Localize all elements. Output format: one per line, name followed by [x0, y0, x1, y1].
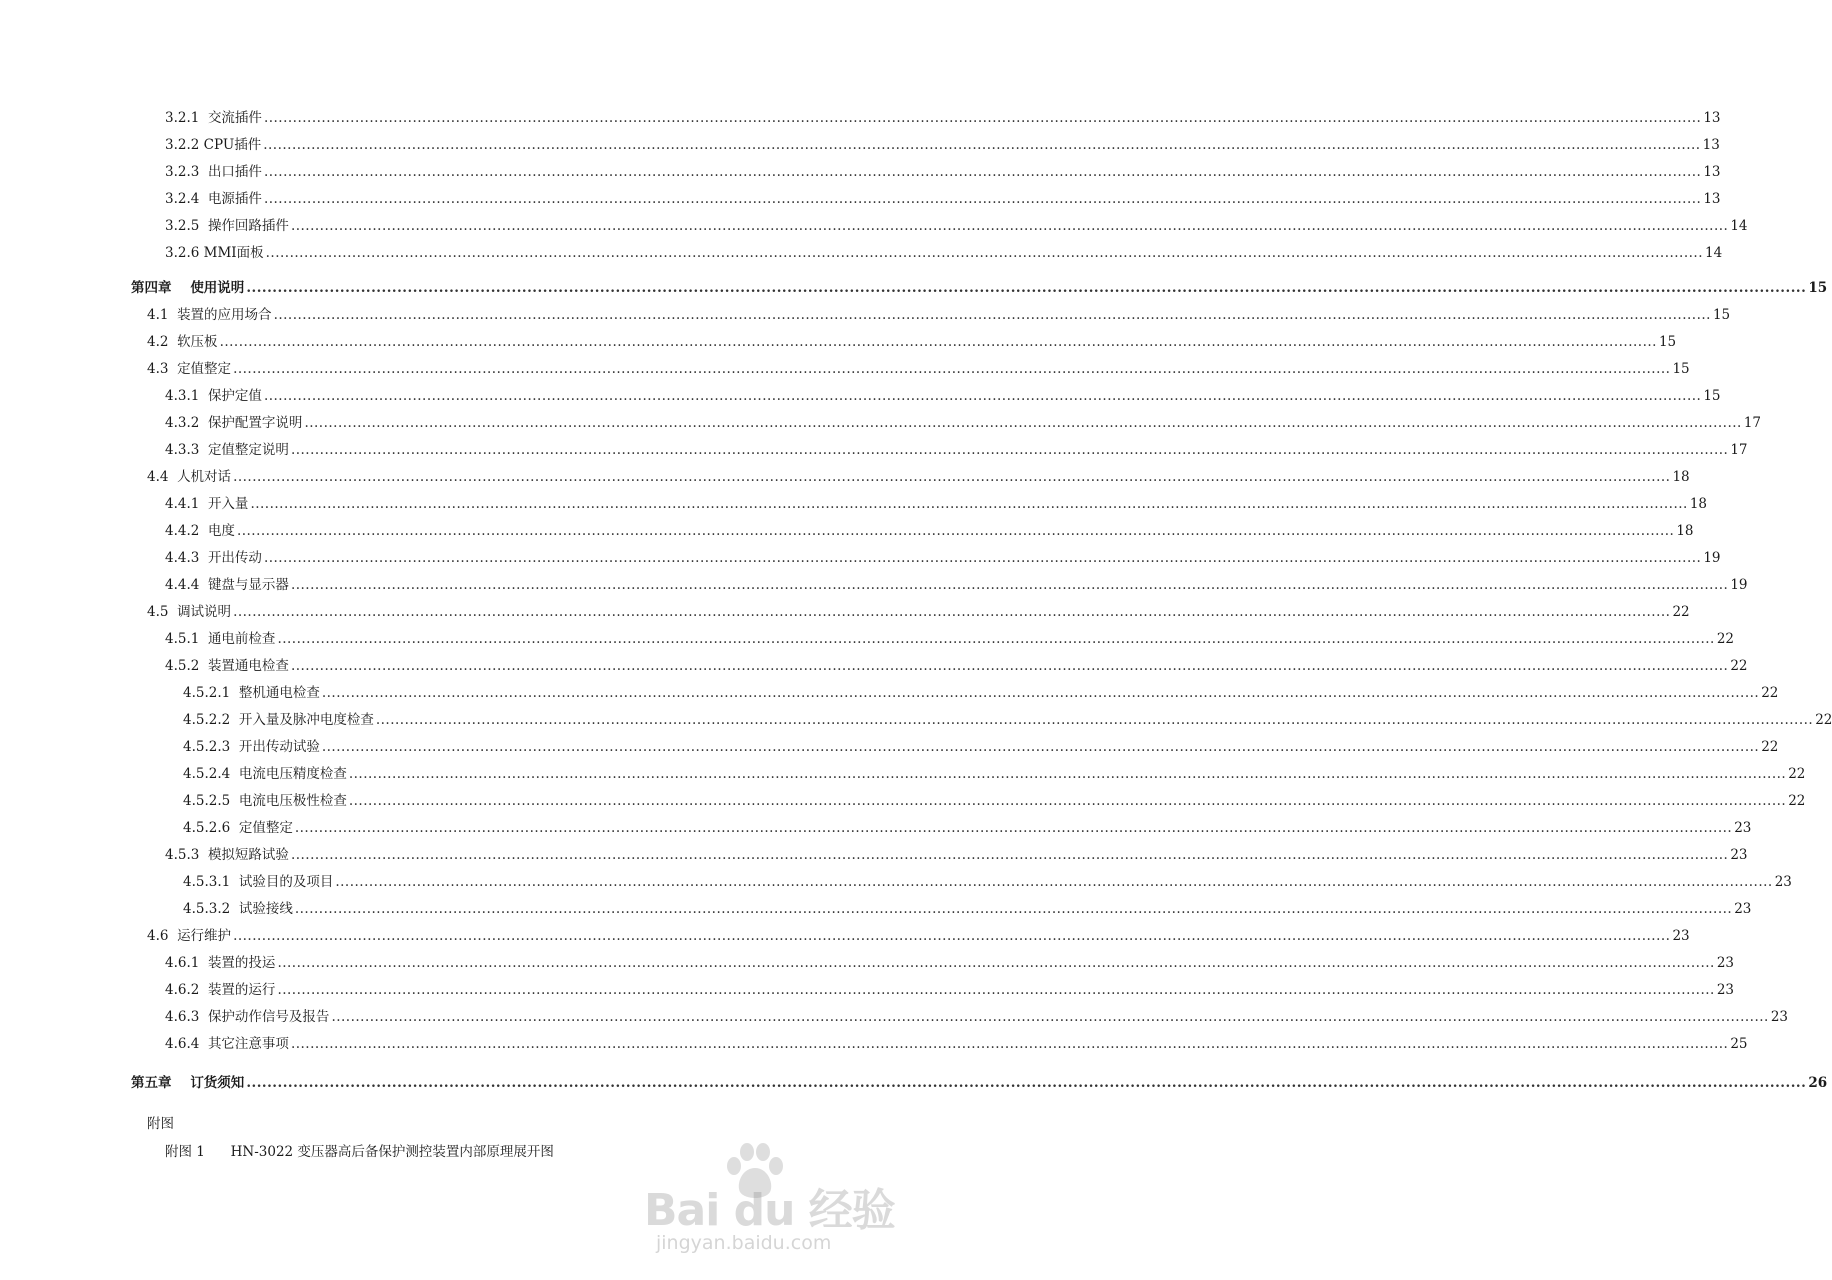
- appendix-item-1: 附图 1 HN-3022 变压器高后备保护测控装置内部原理展开图: [165, 1144, 554, 1160]
- toc-entry[interactable]: [131, 1073, 1828, 1093]
- toc-entry-number: 4.5.2.6: [183, 820, 239, 836]
- toc-entry[interactable]: [165, 980, 1735, 1000]
- toc-entry-title: 调试说明: [177, 604, 232, 620]
- toc-entry[interactable]: [183, 764, 1806, 784]
- toc-leader-dots: ............................................................................................................................................................................................................................................................................................................: [277, 955, 1715, 971]
- toc-entry-page: 22: [1761, 685, 1779, 701]
- toc-leader-dots: ............................................................................................................................................................................................................................................................................................................: [263, 137, 1701, 153]
- toc-entry[interactable]: [183, 899, 1752, 919]
- toc-leader-dots: ............................................................................................................................................................................................................................................................................................................: [321, 739, 1760, 755]
- toc-leader-dots: ............................................................................................................................................................................................................................................................................................................: [263, 388, 1702, 404]
- toc-entry[interactable]: [165, 656, 1748, 676]
- toc-entry-number: 4.5.1: [165, 631, 208, 647]
- toc-leader-dots: ............................................................................................................................................................................................................................................................................................................: [290, 218, 1729, 234]
- toc-entry[interactable]: [147, 359, 1690, 379]
- toc-leader-dots: ............................................................................................................................................................................................................................................................................................................: [335, 874, 1773, 890]
- toc-entry-number: 4.5.2.5: [183, 793, 239, 809]
- toc-entry-title: 定值整定说明: [207, 442, 289, 458]
- toc-entry-page: 15: [1703, 388, 1721, 404]
- toc-leader-dots: ............................................................................................................................................................................................................................................................................................................: [290, 847, 1729, 863]
- toc-entry-number: 4.5.3.1: [183, 874, 239, 890]
- toc-leader-dots: ............................................................................................................................................................................................................................................................................................................: [250, 496, 1688, 512]
- toc-entry-number: 4.6.4: [165, 1036, 208, 1052]
- toc-entry-page: 15: [1808, 280, 1828, 296]
- toc-entry-title: 开入量及脉冲电度检查: [238, 712, 374, 728]
- toc-leader-dots: ............................................................................................................................................................................................................................................................................................................: [294, 901, 1733, 917]
- toc-entry[interactable]: [147, 926, 1690, 946]
- toc-entry-page: 13: [1703, 191, 1721, 207]
- toc-leader-dots: ............................................................................................................................................................................................................................................................................................................: [290, 442, 1729, 458]
- toc-entry-title: 人机对话: [177, 469, 232, 485]
- toc-leader-dots: ............................................................................................................................................................................................................................................................................................................: [263, 191, 1702, 207]
- toc-leader-dots: ............................................................................................................................................................................................................................................................................................................: [233, 928, 1671, 944]
- toc-entry-title: 使用说明: [190, 280, 245, 296]
- toc-entry[interactable]: [183, 872, 1792, 892]
- toc-entry-title: 定值整定: [238, 820, 293, 836]
- toc-entry-page: 23: [1716, 955, 1735, 971]
- toc-leader-dots: ............................................................................................................................................................................................................................................................................................................: [233, 361, 1671, 377]
- toc-entry-page: 19: [1703, 550, 1721, 566]
- toc-entry[interactable]: [165, 953, 1735, 973]
- toc-entry-number: 4.4.4: [165, 577, 208, 593]
- toc-entry-title: 通电前检查: [207, 631, 276, 647]
- toc-entry[interactable]: [165, 243, 1723, 263]
- toc-leader-dots: ............................................................................................................................................................................................................................................................................................................: [233, 604, 1671, 620]
- toc-entry[interactable]: [165, 494, 1708, 514]
- toc-leader-dots: ............................................................................................................................................................................................................................................................................................................: [246, 280, 1807, 296]
- toc-leader-dots: ............................................................................................................................................................................................................................................................................................................: [290, 1036, 1729, 1052]
- toc-entry-title: 整机通电检查: [238, 685, 320, 701]
- toc-entry[interactable]: [183, 710, 1832, 730]
- toc-leader-dots: ............................................................................................................................................................................................................................................................................................................: [246, 1075, 1807, 1091]
- toc-entry-number: 4.5.2.1: [183, 685, 239, 701]
- toc-entry-page: 22: [1815, 712, 1832, 728]
- watermark-url: jingyan.baidu.com: [656, 1232, 832, 1254]
- toc-entry-title: 保护动作信号及报告: [207, 1009, 330, 1025]
- toc-entry-number: 4.6.2: [165, 982, 208, 998]
- toc-entry-title: 电度: [207, 523, 235, 539]
- toc-entry[interactable]: [147, 332, 1677, 352]
- toc-entry[interactable]: [165, 162, 1721, 182]
- toc-entry-number: 4.4.1: [165, 496, 208, 512]
- toc-entry-title: 保护定值: [207, 388, 262, 404]
- toc-entry[interactable]: [165, 521, 1694, 541]
- toc-entry-number: 4.1: [147, 307, 178, 323]
- toc-leader-dots: ............................................................................................................................................................................................................................................................................................................: [277, 631, 1715, 647]
- toc-leader-dots: ............................................................................................................................................................................................................................................................................................................: [265, 245, 1704, 261]
- toc-entry[interactable]: [183, 683, 1779, 703]
- toc-entry-number: 4.4: [147, 469, 178, 485]
- toc-entry-page: 18: [1689, 496, 1708, 512]
- toc-entry-page: 23: [1774, 874, 1792, 890]
- toc-entry-number: 3.2.6: [165, 245, 204, 261]
- toc-entry-number: 3.2.2: [165, 137, 204, 153]
- toc-leader-dots: ............................................................................................................................................................................................................................................................................................................: [348, 766, 1787, 782]
- toc-entry-number: 4.4.3: [165, 550, 208, 566]
- toc-entry-page: 22: [1788, 766, 1806, 782]
- toc-entry[interactable]: [165, 386, 1721, 406]
- toc-entry[interactable]: [183, 791, 1806, 811]
- toc-entry-title: 装置通电检查: [207, 658, 289, 674]
- toc-entry-page: 23: [1716, 982, 1735, 998]
- toc-leader-dots: ............................................................................................................................................................................................................................................................................................................: [219, 334, 1657, 350]
- toc-leader-dots: ............................................................................................................................................................................................................................................................................................................: [236, 523, 1675, 539]
- toc-entry-title: 开出传动试验: [238, 739, 320, 755]
- toc-leader-dots: ............................................................................................................................................................................................................................................................................................................: [263, 164, 1702, 180]
- toc-entry-title: 试验接线: [238, 901, 293, 917]
- toc-entry-title: 开出传动: [207, 550, 262, 566]
- toc-entry-page: 26: [1808, 1075, 1828, 1091]
- toc-entry-title: 试验目的及项目: [238, 874, 334, 890]
- toc-entry-page: 23: [1734, 820, 1752, 836]
- toc-entry[interactable]: [183, 737, 1779, 757]
- toc-entry[interactable]: [147, 467, 1690, 487]
- toc-entry[interactable]: [147, 305, 1731, 325]
- toc-entry-number: 3.2.3: [165, 164, 208, 180]
- toc-entry-page: 25: [1730, 1036, 1748, 1052]
- toc-entry[interactable]: [131, 278, 1828, 298]
- toc-entry-title: 装置的运行: [207, 982, 276, 998]
- toc-entry-number: 3.2.4: [165, 191, 208, 207]
- toc-entry-number: 4.5.2.3: [183, 739, 239, 755]
- toc-leader-dots: ............................................................................................................................................................................................................................................................................................................: [290, 577, 1729, 593]
- toc-entry-number: 4.6: [147, 928, 178, 944]
- toc-entry-title: 模拟短路试验: [207, 847, 289, 863]
- toc-entry-title: 装置的投运: [207, 955, 276, 971]
- toc-entry-page: 22: [1788, 793, 1806, 809]
- toc-entry[interactable]: [165, 575, 1748, 595]
- toc-entry-title: 保护配置字说明: [207, 415, 303, 431]
- toc-entry-page: 23: [1672, 928, 1690, 944]
- toc-entry-number: 第四章: [131, 280, 191, 296]
- toc-entry-page: 15: [1658, 334, 1677, 350]
- baidu-jingyan-watermark: [640, 1140, 895, 1270]
- toc-entry-title: 电流电压精度检查: [238, 766, 347, 782]
- toc-entry-page: 18: [1676, 523, 1694, 539]
- toc-leader-dots: ............................................................................................................................................................................................................................................................................................................: [263, 550, 1702, 566]
- toc-entry-page: 14: [1730, 218, 1748, 234]
- toc-entry-title: 交流插件: [207, 110, 262, 126]
- toc-entry-number: 4.6.3: [165, 1009, 208, 1025]
- toc-entry[interactable]: [165, 440, 1748, 460]
- toc-entry-number: 4.3: [147, 361, 178, 377]
- toc-entry-title: 开入量: [207, 496, 249, 512]
- toc-leader-dots: ............................................................................................................................................................................................................................................................................................................: [321, 685, 1760, 701]
- toc-entry-page: 18: [1672, 469, 1690, 485]
- toc-entry-page: 14: [1705, 245, 1723, 261]
- toc-entry-number: 4.3.3: [165, 442, 208, 458]
- toc-entry[interactable]: [165, 548, 1721, 568]
- toc-entry[interactable]: [165, 216, 1748, 236]
- toc-entry[interactable]: [165, 629, 1735, 649]
- toc-entry-title: 键盘与显示器: [207, 577, 289, 593]
- toc-entry-page: 13: [1703, 164, 1721, 180]
- toc-entry-page: 17: [1730, 442, 1748, 458]
- toc-entry-title: 操作回路插件: [207, 218, 289, 234]
- toc-entry-title: 电流电压极性检查: [238, 793, 347, 809]
- toc-entry-number: 3.2.1: [165, 110, 208, 126]
- toc-entry-page: 15: [1672, 361, 1690, 377]
- toc-entry-number: 4.2: [147, 334, 178, 350]
- toc-entry[interactable]: [165, 1034, 1748, 1054]
- toc-leader-dots: ............................................................................................................................................................................................................................................................................................................: [294, 820, 1733, 836]
- toc-entry-title: 电源插件: [207, 191, 262, 207]
- toc-entry-page: 22: [1730, 658, 1748, 674]
- toc-entry-number: 4.4.2: [165, 523, 208, 539]
- toc-entry-title: 订货须知: [190, 1075, 245, 1091]
- toc-entry[interactable]: [165, 413, 1762, 433]
- toc-entry[interactable]: [165, 1007, 1789, 1027]
- toc-entry-title: 装置的应用场合: [177, 307, 272, 323]
- toc-entry-page: 13: [1702, 137, 1720, 153]
- toc-leader-dots: ............................................................................................................................................................................................................................................................................................................: [331, 1009, 1769, 1025]
- toc-entry-page: 22: [1672, 604, 1690, 620]
- toc-entry-page: 22: [1761, 739, 1779, 755]
- toc-entry-number: 4.5: [147, 604, 178, 620]
- toc-entry[interactable]: [147, 602, 1690, 622]
- toc-entry-number: 4.3.2: [165, 415, 208, 431]
- toc-entry-title: 运行维护: [177, 928, 232, 944]
- toc-entry-number: 4.6.1: [165, 955, 208, 971]
- toc-entry-number: 4.5.2.4: [183, 766, 239, 782]
- toc-leader-dots: ............................................................................................................................................................................................................................................................................................................: [263, 110, 1702, 126]
- toc-entry-page: 22: [1716, 631, 1735, 647]
- toc-entry-number: 3.2.5: [165, 218, 208, 234]
- toc-leader-dots: ............................................................................................................................................................................................................................................................................................................: [277, 982, 1715, 998]
- toc-entry-title: 其它注意事项: [207, 1036, 289, 1052]
- appendix-heading: 附图: [147, 1116, 174, 1132]
- toc-leader-dots: ............................................................................................................................................................................................................................................................................................................: [304, 415, 1742, 431]
- toc-entry[interactable]: [165, 845, 1748, 865]
- toc-entry-title: 软压板: [177, 334, 218, 350]
- toc-entry-page: 19: [1730, 577, 1748, 593]
- toc-entry[interactable]: [165, 189, 1721, 209]
- toc-entry-number: 4.5.3.2: [183, 901, 239, 917]
- toc-leader-dots: ............................................................................................................................................................................................................................................................................................................: [233, 469, 1671, 485]
- toc-entry[interactable]: [165, 135, 1720, 155]
- watermark-logo: Bai du 经验: [644, 1185, 895, 1236]
- toc-entry-title: 出口插件: [207, 164, 262, 180]
- toc-entry-title: CPU插件: [203, 137, 262, 153]
- toc-entry-number: 4.5.2: [165, 658, 208, 674]
- toc-entry-title: MMI面板: [203, 245, 264, 261]
- toc-leader-dots: ............................................................................................................................................................................................................................................................................................................: [375, 712, 1814, 728]
- toc-entry-page: 23: [1734, 901, 1752, 917]
- toc-entry[interactable]: [183, 818, 1752, 838]
- toc-entry-number: 第五章: [131, 1075, 191, 1091]
- toc-leader-dots: ............................................................................................................................................................................................................................................................................................................: [348, 793, 1787, 809]
- toc-entry-number: 4.3.1: [165, 388, 208, 404]
- toc-leader-dots: ............................................................................................................................................................................................................................................................................................................: [290, 658, 1729, 674]
- toc-entry-page: 23: [1730, 847, 1748, 863]
- toc-entry-number: 4.5.3: [165, 847, 208, 863]
- toc-entry[interactable]: [165, 108, 1721, 128]
- toc-entry-page: 17: [1743, 415, 1762, 431]
- toc-entry-page: 23: [1770, 1009, 1789, 1025]
- toc-leader-dots: ............................................................................................................................................................................................................................................................................................................: [273, 307, 1711, 323]
- toc-entry-title: 定值整定: [177, 361, 232, 377]
- toc-entry-page: 15: [1712, 307, 1731, 323]
- toc-entry-number: 4.5.2.2: [183, 712, 239, 728]
- toc-entry-page: 13: [1703, 110, 1721, 126]
